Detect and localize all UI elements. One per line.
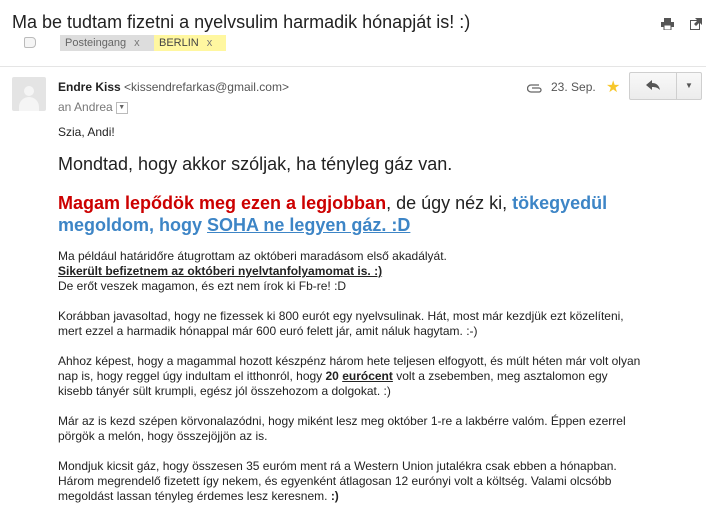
new-window-icon[interactable] — [690, 18, 702, 33]
paragraph-1-line-3: De erőt veszek magamon, és ezt nem írok ki Fb-re! :D — [58, 279, 347, 293]
bold-underlined-word: eurócent — [342, 369, 393, 383]
blue-underlined-text: SOHA ne legyen gáz. :D — [207, 215, 411, 235]
more-button[interactable] — [676, 72, 702, 100]
paragraph-2-line-1: Korábban javasoltad, hogy ne fizessek ki 800 eurót egy nyelvsulinak. Hát, most már kezdjük ezt közelíteni, — [58, 309, 624, 323]
bold-underlined-text: Sikerült befizetnem az októberi nyelvtanfolyamomat is. :) — [58, 264, 383, 278]
subject-row — [12, 9, 702, 37]
paragraph-1-line-2 — [58, 264, 698, 279]
paragraph-4-line-1: Már az is kezd szépen körvonalazódni, hogy miként lesz meg október 1-re a lakbérre valóm. Éppen ezerrel — [58, 414, 626, 428]
recipient-line — [58, 100, 128, 114]
divider — [0, 66, 706, 67]
text-segment: volt a zsebemben, meg asztalomon egy — [392, 369, 608, 383]
paragraph-1-line-1: Ma például határidőre átugrottam az októberi maradásom első akadályát. — [58, 249, 447, 263]
recipient-text: an Andrea — [58, 100, 113, 114]
body-line-2 — [58, 192, 698, 236]
importance-marker-icon[interactable] — [24, 37, 36, 48]
header-actions — [649, 17, 702, 35]
text-segment: nap is, hogy reggel úgy indultam el itthonról, hogy — [58, 369, 326, 383]
avatar-body — [19, 97, 39, 111]
bold-smiley: :) — [330, 489, 339, 503]
paragraph-2-line-2: mert ezzel a harmadik hónappal már 600 euró felett jár, amit náluk hagytam. :-) — [58, 324, 478, 338]
reply-button[interactable] — [629, 72, 677, 100]
paragraph-3-line-3: kisebb tányér sült krumpli, egész jól összehozom a dolgokat. :) — [58, 384, 391, 398]
details-dropdown-icon[interactable]: ▼ — [116, 102, 128, 114]
paperclip-icon — [527, 81, 543, 96]
caret-down-icon: ▼ — [685, 81, 693, 90]
label-remove-icon[interactable]: x — [206, 37, 213, 49]
blue-text: tökegyedül megoldom, hogy — [58, 193, 608, 235]
star-icon[interactable]: ★ — [606, 79, 621, 96]
email-body — [58, 125, 698, 504]
text-segment: megoldást lassan tényleg érdemes lesz keresnem. — [58, 489, 331, 503]
sender-email: <kissendrefarkas@gmail.com> — [124, 80, 289, 94]
greeting: Szia, Andi! — [58, 125, 115, 139]
sender-name[interactable]: Endre Kiss — [58, 80, 121, 94]
body-line-1: Mondtad, hogy akkor szóljak, ha tényleg gáz van. — [58, 154, 453, 174]
paragraph-3-line-2 — [58, 369, 698, 384]
plain-text: , de úgy néz ki, — [386, 193, 513, 213]
reply-icon — [646, 77, 660, 94]
paragraph-5-line-2: Három megrendelő fizetett így nekem, és egyenként átlagosan 12 eurónyi volt a költség. Valami olcsóbb — [58, 474, 612, 488]
paragraph-4-line-2: pörgök a melón, hogy összejöjjön az is. — [58, 429, 268, 443]
email-subject: Ma be tudtam fizetni a nyelvsulim harmadik hónapját is! :) — [12, 12, 471, 32]
label-text: BERLIN — [159, 37, 199, 49]
label-berlin[interactable] — [154, 35, 226, 51]
red-text: Magam lepődök meg ezen a legjobban — [58, 193, 387, 213]
sender-line — [58, 80, 289, 94]
bold-number: 20 — [325, 369, 339, 383]
paragraph-3-line-1: Ahhoz képest, hogy a magammal hozott készpénz három hete teljesen elfogyott, és múlt héten már volt olyan — [58, 354, 641, 368]
avatar-head — [24, 86, 34, 96]
label-remove-icon[interactable]: x — [134, 37, 140, 49]
label-text: Posteingang — [65, 37, 127, 49]
avatar[interactable] — [12, 77, 46, 111]
label-posteingang[interactable] — [60, 35, 154, 51]
paragraph-5-line-3 — [58, 489, 698, 504]
print-icon[interactable] — [661, 18, 674, 33]
email-date: 23. Sep. — [551, 80, 596, 94]
paragraph-5-line-1: Mondjuk kicsit gáz, hogy összesen 35 euróm ment rá a Western Union jutalékra csak ebben a hónapban. — [58, 459, 617, 473]
